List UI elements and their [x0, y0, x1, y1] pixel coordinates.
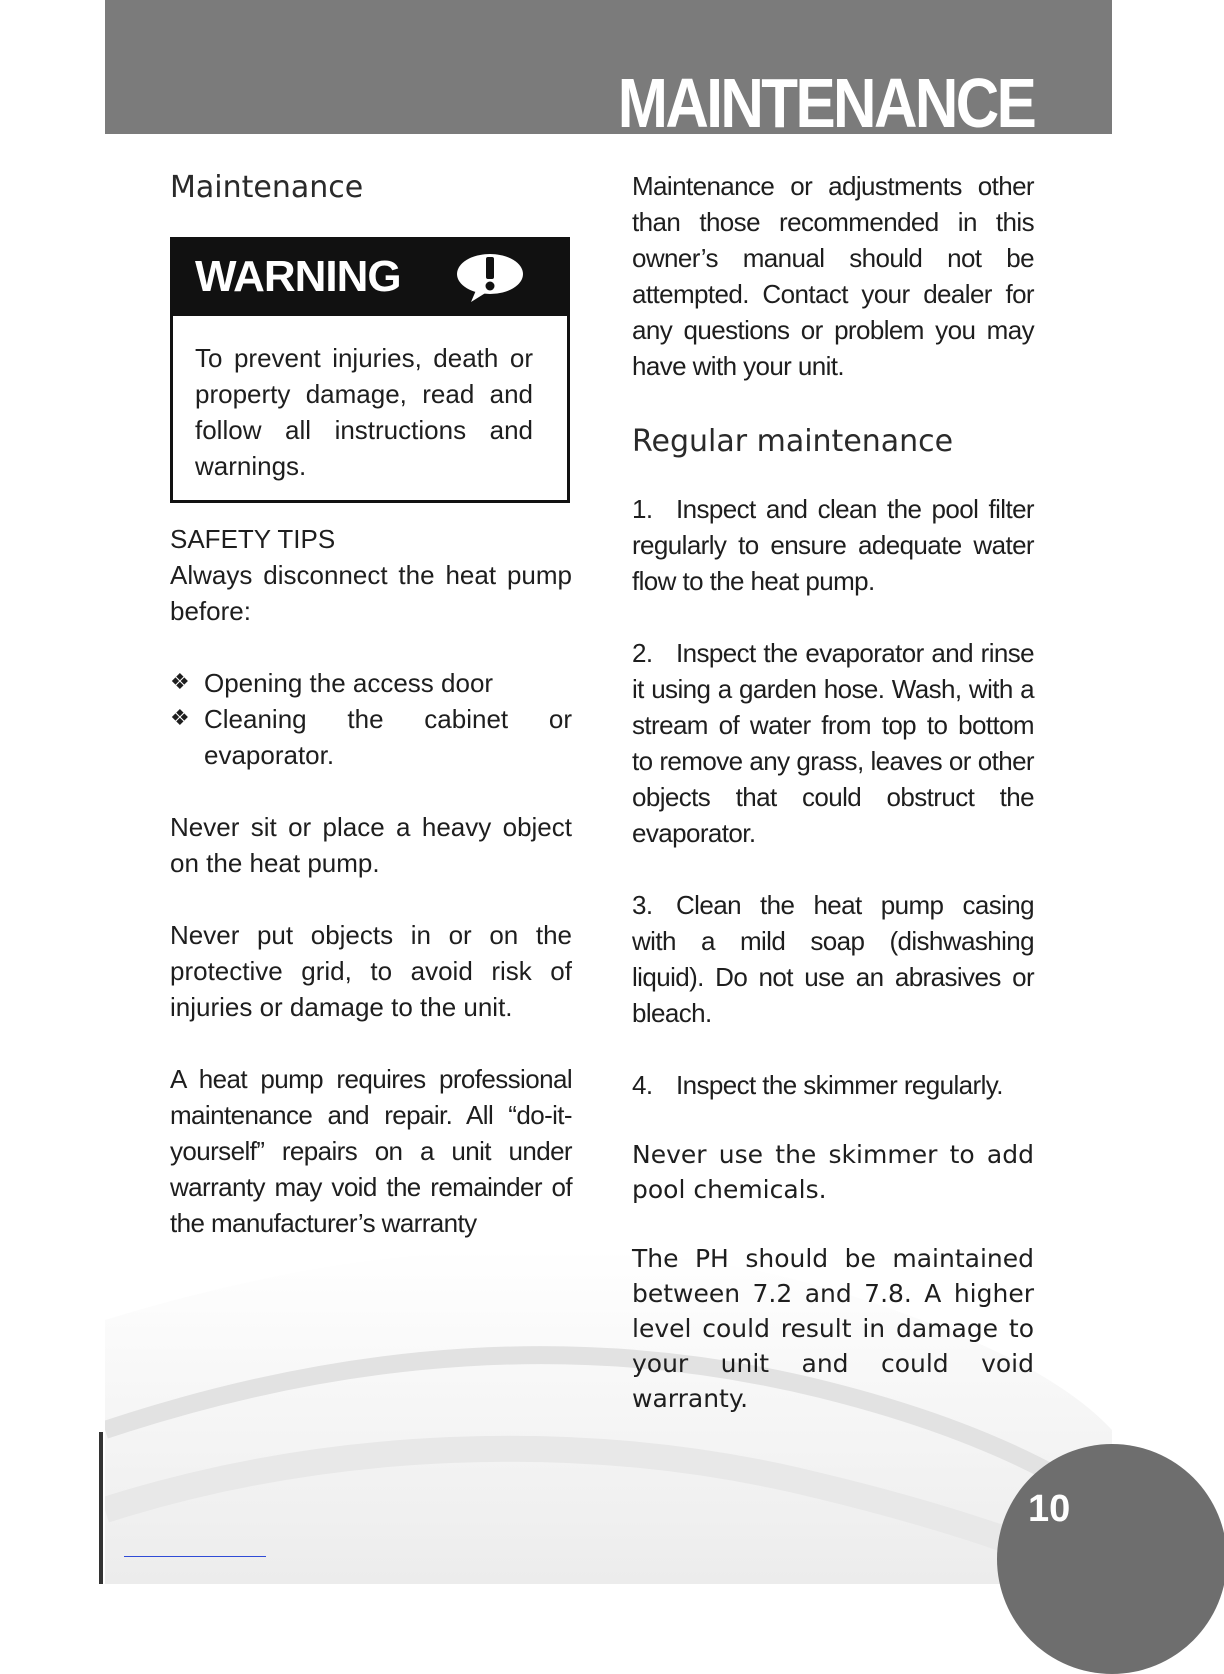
warning-body: [173, 316, 567, 500]
diamond-bullet-icon: ❖: [170, 670, 190, 695]
step-text: Inspect and clean the pool filter regularly to ensure adequate water flow to the heat pump.: [632, 494, 1034, 596]
step-number: 1.: [632, 494, 653, 524]
paragraph-protective-grid: Never put objects in or on the protective grid, to avoid risk of injuries or damage to the unit.: [170, 920, 572, 1022]
maintenance-step: [632, 1067, 1034, 1103]
warning-text: To prevent injuries, death or property damage, read and follow all instructions and warnings.: [195, 343, 533, 481]
paragraph-professional-maintenance: A heat pump requires professional maintenance and repair. All “do-it-yourself” repairs on a unit under warranty may void the remainder of the manufacturer’s warranty: [170, 1064, 572, 1238]
step-text: Inspect the evaporator and rinse it using a garden hose. Wash, with a stream of water from top to bottom to remove any grass, leaves or other objects that could obstruct the evaporator.: [632, 638, 1034, 848]
step-number: 3.: [632, 890, 653, 920]
diamond-bullet-icon: ❖: [170, 706, 190, 731]
step-number: 2.: [632, 638, 653, 668]
warning-box: [170, 237, 570, 503]
warning-label: WARNING: [195, 252, 401, 301]
left-edge-bar: [99, 1432, 103, 1584]
step-text: Clean the heat pump casing with a mild soap (dishwashing liquid). Do not use an abrasives or bleach.: [632, 890, 1034, 1028]
exclamation-bubble-icon: [455, 252, 525, 304]
step-number: 4.: [632, 1070, 653, 1100]
maintenance-intro: Maintenance or adjustments other than those recommended in this owner’s manual should not be attempted. Contact your dealer for any questions or problem you may have with your unit.: [632, 171, 1034, 381]
safety-tips-intro: Always disconnect the heat pump before:: [170, 560, 572, 626]
paragraph-heavy-object: Never sit or place a heavy object on the heat pump.: [170, 812, 572, 878]
safety-tips-title: SAFETY TIPS: [170, 524, 336, 554]
page-number: 10: [1028, 1488, 1071, 1530]
maintenance-step: [632, 887, 1034, 1031]
bullet-text: Opening the access door: [204, 668, 494, 698]
page-title: MAINTENANCE: [617, 64, 1034, 142]
bottom-rule: [124, 1556, 266, 1557]
safety-bullet-list: [170, 665, 572, 773]
ph-note: The PH should be maintained between 7.2 and 7.8. A higher level could result in damage to your unit and could void warranty.: [632, 1244, 1034, 1413]
list-item: [170, 665, 572, 701]
section-heading-regular-maintenance: Regular maintenance: [632, 424, 954, 459]
page-number-badge: [997, 1444, 1224, 1674]
warning-header: [173, 240, 567, 316]
left-column: [170, 168, 572, 1241]
skimmer-note: Never use the skimmer to add pool chemicals.: [632, 1140, 1034, 1204]
maintenance-step: [632, 635, 1034, 851]
step-text: Inspect the skimmer regularly.: [676, 1070, 1003, 1100]
maintenance-step: [632, 491, 1034, 599]
section-heading-maintenance: Maintenance: [170, 170, 364, 205]
right-column: [632, 168, 1034, 1416]
header-band: [105, 0, 1112, 142]
list-item: [170, 701, 572, 773]
bullet-text: Cleaning the cabinet or evaporator.: [204, 704, 572, 770]
